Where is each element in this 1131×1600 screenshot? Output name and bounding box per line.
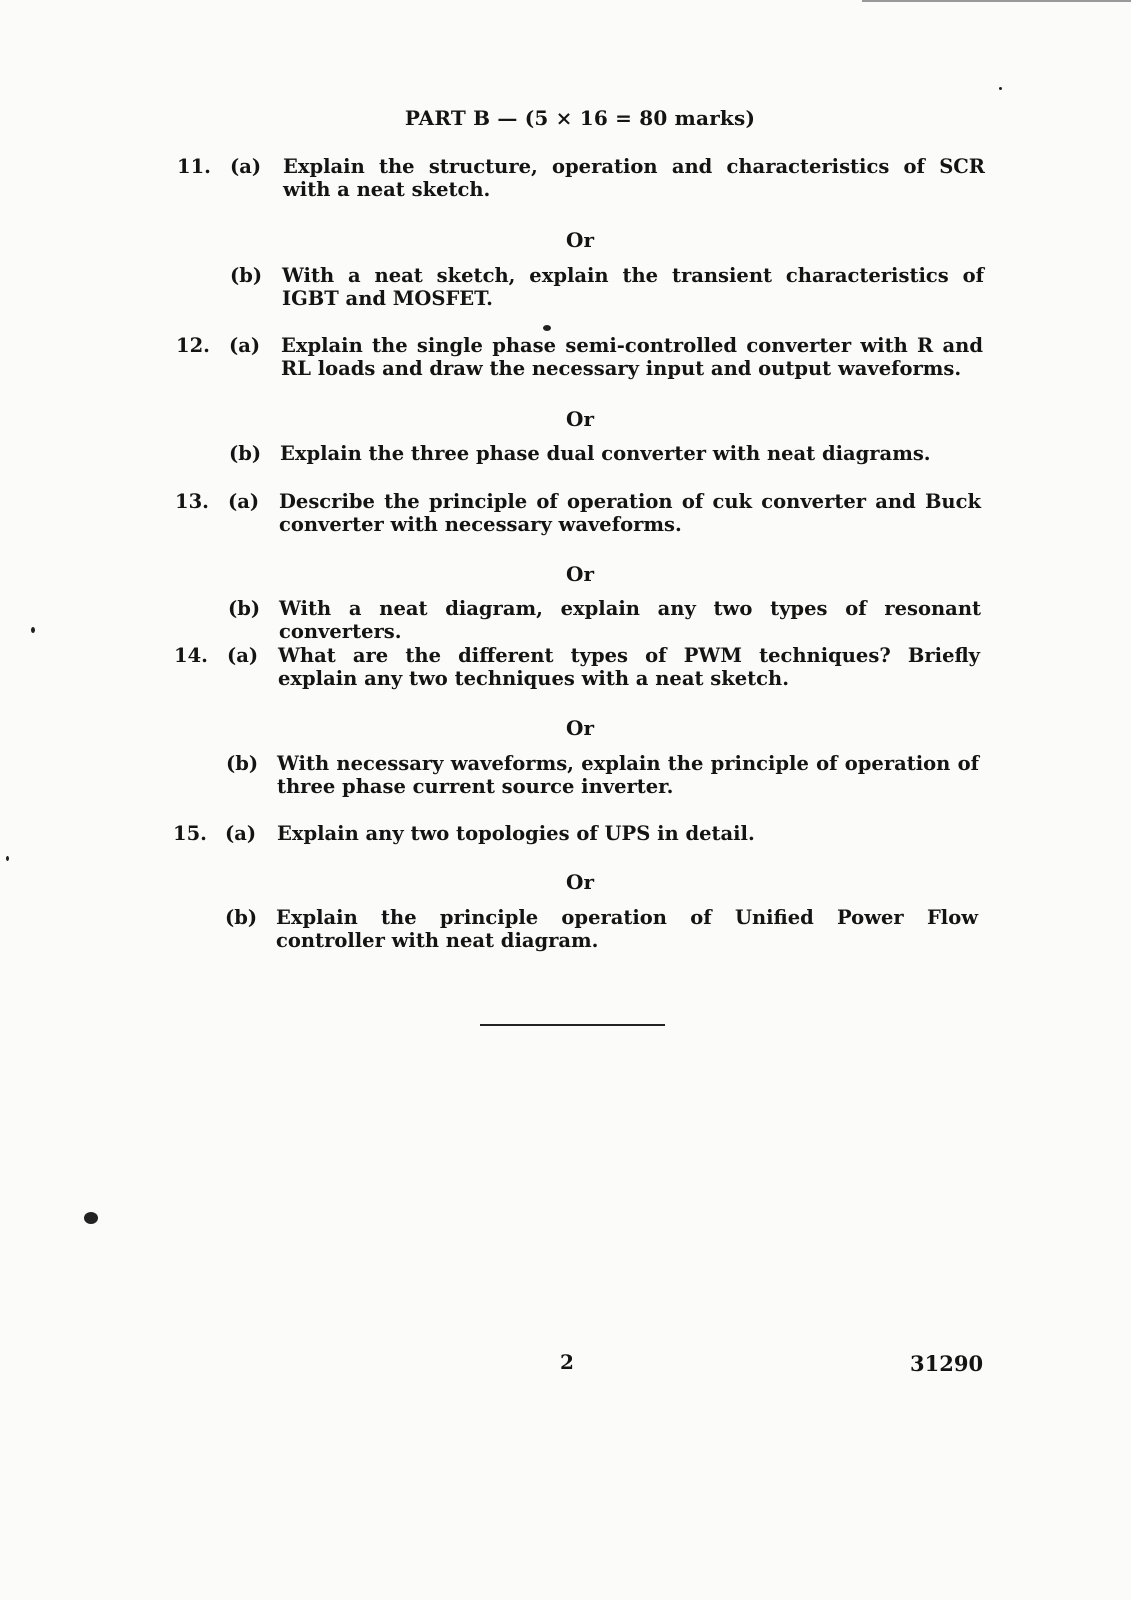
question-text: What are the different types of PWM techniques? Briefly explain any two techniques with a neat sketch. bbox=[278, 644, 980, 690]
or-separator: Or bbox=[566, 870, 594, 894]
page-number: 2 bbox=[560, 1350, 574, 1374]
question-part-label: (b) bbox=[226, 752, 259, 775]
question-text: Explain the single phase semi-controlled converter with R and RL loads and draw the necessary input and output waveforms. bbox=[281, 334, 983, 380]
question-number: 11. bbox=[177, 155, 211, 178]
or-separator: Or bbox=[566, 716, 594, 740]
scan-speck bbox=[31, 627, 35, 633]
question-number: 12. bbox=[176, 334, 210, 357]
question-text: With a neat sketch, explain the transient characteristics of IGBT and MOSFET. bbox=[282, 264, 984, 310]
question-text: Explain the principle operation of Unified Power Flow controller with neat diagram. bbox=[276, 906, 978, 952]
question-text: Explain the three phase dual converter with neat diagrams. bbox=[280, 442, 931, 465]
question-number: 13. bbox=[175, 490, 209, 513]
question-part-label: (a) bbox=[230, 155, 262, 178]
scan-speck bbox=[6, 856, 9, 861]
or-separator: Or bbox=[566, 407, 594, 431]
question-part-label: (b) bbox=[228, 597, 261, 620]
scan-speck bbox=[84, 1212, 98, 1224]
part-heading: PART B — (5 × 16 = 80 marks) bbox=[404, 106, 756, 130]
end-of-questions-rule bbox=[480, 1024, 665, 1026]
question-part-label: (b) bbox=[230, 264, 263, 287]
question-number: 14. bbox=[174, 644, 208, 667]
question-part-label: (a) bbox=[228, 490, 260, 513]
question-text: Describe the principle of operation of cuk converter and Buck converter with necessary waveforms. bbox=[279, 490, 981, 536]
question-text: With a neat diagram, explain any two types of resonant converters. bbox=[279, 597, 981, 643]
question-text: Explain the structure, operation and characteristics of SCR with a neat sketch. bbox=[283, 155, 985, 201]
scan-speck bbox=[543, 325, 551, 331]
paper-code: 31290 bbox=[910, 1351, 984, 1376]
question-text: With necessary waveforms, explain the principle of operation of three phase current source inverter. bbox=[277, 752, 979, 798]
question-part-label: (a) bbox=[225, 822, 257, 845]
question-part-label: (a) bbox=[227, 644, 259, 667]
question-number: 15. bbox=[173, 822, 207, 845]
question-text: Explain any two topologies of UPS in detail. bbox=[277, 822, 755, 845]
or-separator: Or bbox=[566, 228, 594, 252]
question-part-label: (b) bbox=[229, 442, 262, 465]
question-part-label: (b) bbox=[225, 906, 258, 929]
question-part-label: (a) bbox=[229, 334, 261, 357]
top-edge-rule bbox=[862, 0, 1131, 2]
scan-speck bbox=[999, 87, 1002, 90]
or-separator: Or bbox=[566, 562, 594, 586]
